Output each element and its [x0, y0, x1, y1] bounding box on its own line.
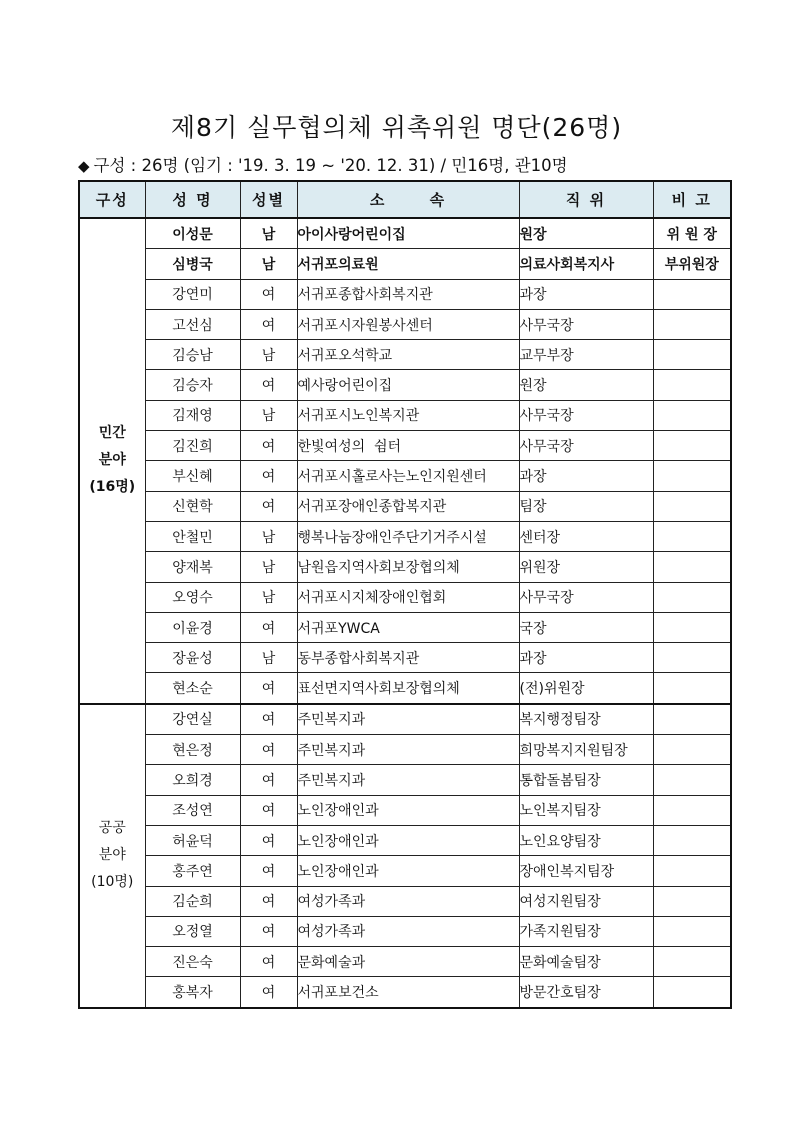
member-note — [653, 582, 731, 612]
header-position: 직 위 — [519, 181, 653, 218]
member-name: 오영수 — [145, 582, 240, 612]
page-title: 제8기 실무협의체 위촉위원 명단(26명) — [170, 113, 623, 142]
member-position: 팀장 — [519, 491, 653, 521]
member-gender: 남 — [240, 582, 297, 612]
member-gender: 여 — [240, 673, 297, 704]
member-organization: 한빛여성의 쉼터 — [297, 431, 519, 461]
member-position: 복지행정팀장 — [519, 704, 653, 735]
member-gender: 여 — [240, 735, 297, 765]
group-label-line: 분야 — [98, 452, 126, 469]
member-organization: 표선면지역사회보장협의체 — [297, 673, 519, 704]
member-position: 노인복지팀장 — [519, 795, 653, 825]
member-organization: 서귀포종합사회복지관 — [297, 279, 519, 309]
member-gender: 여 — [240, 765, 297, 795]
member-gender: 여 — [240, 947, 297, 977]
group-label-line: 공공 — [98, 820, 126, 837]
member-gender: 여 — [240, 916, 297, 946]
member-note — [653, 795, 731, 825]
member-gender: 남 — [240, 249, 297, 279]
member-organization: 서귀포의료원 — [297, 249, 519, 279]
member-note — [653, 340, 731, 370]
table-header-row — [79, 181, 731, 218]
member-organization: 문화예술과 — [297, 947, 519, 977]
member-name: 김승남 — [145, 340, 240, 370]
member-organization: 행복나눔장애인주단기거주시설 — [297, 521, 519, 551]
member-position: 노인요양팀장 — [519, 825, 653, 855]
member-organization: 여성가족과 — [297, 886, 519, 916]
member-note — [653, 552, 731, 582]
member-gender: 남 — [240, 218, 297, 249]
table-row — [79, 643, 731, 673]
table-row — [79, 552, 731, 582]
table-row — [79, 461, 731, 491]
member-note — [653, 886, 731, 916]
member-note — [653, 309, 731, 339]
table-row — [79, 704, 731, 735]
member-name: 오희경 — [145, 765, 240, 795]
member-organization: 서귀포시지체장애인협회 — [297, 582, 519, 612]
member-organization: 서귀포시홀로사는노인지원센터 — [297, 461, 519, 491]
member-organization: 동부종합사회복지관 — [297, 643, 519, 673]
group-label-line: 분야 — [98, 847, 126, 864]
member-gender: 여 — [240, 461, 297, 491]
member-position: 원장 — [519, 370, 653, 400]
member-note — [653, 977, 731, 1008]
member-position: 의료사회복지사 — [519, 249, 653, 279]
member-note — [653, 735, 731, 765]
member-note — [653, 400, 731, 430]
member-name: 신현학 — [145, 491, 240, 521]
member-note — [653, 673, 731, 704]
member-gender: 여 — [240, 886, 297, 916]
member-name: 현은정 — [145, 735, 240, 765]
member-note — [653, 521, 731, 551]
member-note: 위 원 장 — [653, 218, 731, 249]
member-position: 가족지원팀장 — [519, 916, 653, 946]
member-name: 안철민 — [145, 521, 240, 551]
member-note — [653, 916, 731, 946]
composition-summary — [78, 152, 758, 176]
table-row — [79, 218, 731, 249]
member-gender: 남 — [240, 552, 297, 582]
member-position: 희망복지지원팀장 — [519, 735, 653, 765]
table-row — [79, 370, 731, 400]
table-row — [79, 340, 731, 370]
table-row — [79, 431, 731, 461]
member-roster-table — [78, 180, 732, 1009]
member-gender: 여 — [240, 825, 297, 855]
member-gender: 남 — [240, 340, 297, 370]
member-note — [653, 612, 731, 642]
table-row — [79, 765, 731, 795]
header-name: 성 명 — [145, 181, 240, 218]
member-position: 사무국장 — [519, 309, 653, 339]
table-row — [79, 977, 731, 1008]
member-position: 국장 — [519, 612, 653, 642]
member-gender: 남 — [240, 400, 297, 430]
member-gender: 여 — [240, 279, 297, 309]
member-organization: 주민복지과 — [297, 765, 519, 795]
group-label — [79, 704, 145, 1008]
group-label-line: (16명) — [89, 479, 136, 496]
member-gender: 여 — [240, 309, 297, 339]
member-note — [653, 704, 731, 735]
group-label-line: 민간 — [98, 425, 126, 442]
table-row — [79, 916, 731, 946]
member-organization: 아이사랑어린이집 — [297, 218, 519, 249]
member-gender: 여 — [240, 612, 297, 642]
table-row — [79, 400, 731, 430]
member-position: 문화예술팀장 — [519, 947, 653, 977]
member-note — [653, 279, 731, 309]
group-label — [79, 218, 145, 704]
table-row — [79, 947, 731, 977]
table-row — [79, 612, 731, 642]
member-position: 사무국장 — [519, 400, 653, 430]
member-organization: 서귀포시노인복지관 — [297, 400, 519, 430]
member-organization: 주민복지과 — [297, 735, 519, 765]
member-note — [653, 947, 731, 977]
table-row — [79, 249, 731, 279]
table-row — [79, 309, 731, 339]
member-name: 조성연 — [145, 795, 240, 825]
member-position: 과장 — [519, 461, 653, 491]
member-position: 위원장 — [519, 552, 653, 582]
member-organization: 여성가족과 — [297, 916, 519, 946]
member-note: 부위원장 — [653, 249, 731, 279]
member-name: 양재복 — [145, 552, 240, 582]
member-name: 강연실 — [145, 704, 240, 735]
table-row — [79, 491, 731, 521]
table-row — [79, 735, 731, 765]
member-position: 사무국장 — [519, 431, 653, 461]
table-row — [79, 279, 731, 309]
member-gender: 여 — [240, 370, 297, 400]
member-organization: 서귀포보건소 — [297, 977, 519, 1008]
member-position: 교무부장 — [519, 340, 653, 370]
header-group: 구성 — [79, 181, 145, 218]
member-note — [653, 370, 731, 400]
composition-text: 구성 : 26명 (임기 : '19. 3. 19 ~ '20. 12. 31) / 민16명, 관10명 — [93, 156, 568, 175]
member-note — [653, 825, 731, 855]
member-note — [653, 643, 731, 673]
member-gender: 여 — [240, 704, 297, 735]
member-position: 센터장 — [519, 521, 653, 551]
member-name: 고선심 — [145, 309, 240, 339]
member-organization: 주민복지과 — [297, 704, 519, 735]
member-organization: 서귀포장애인종합복지관 — [297, 491, 519, 521]
member-organization: 노인장애인과 — [297, 795, 519, 825]
member-name: 허윤덕 — [145, 825, 240, 855]
member-note — [653, 856, 731, 886]
member-name: 진은숙 — [145, 947, 240, 977]
member-position: 여성지원팀장 — [519, 886, 653, 916]
member-name: 김진희 — [145, 431, 240, 461]
member-gender: 여 — [240, 431, 297, 461]
table-row — [79, 521, 731, 551]
member-organization: 노인장애인과 — [297, 856, 519, 886]
header-organization: 소 속 — [297, 181, 519, 218]
header-note: 비 고 — [653, 181, 731, 218]
member-name: 강연미 — [145, 279, 240, 309]
member-gender: 여 — [240, 795, 297, 825]
table-row — [79, 856, 731, 886]
member-organization: 서귀포YWCA — [297, 612, 519, 642]
member-name: 홍주연 — [145, 856, 240, 886]
member-name: 김순희 — [145, 886, 240, 916]
member-gender: 여 — [240, 856, 297, 886]
table-row — [79, 825, 731, 855]
group-label-line: (10명) — [91, 874, 134, 891]
member-organization: 남원읍지역사회보장협의체 — [297, 552, 519, 582]
member-name: 김재영 — [145, 400, 240, 430]
member-gender: 여 — [240, 491, 297, 521]
member-gender: 남 — [240, 643, 297, 673]
member-name: 현소순 — [145, 673, 240, 704]
member-position: 방문간호팀장 — [519, 977, 653, 1008]
member-position: 장애인복지팀장 — [519, 856, 653, 886]
table-row — [79, 886, 731, 916]
member-name: 김승자 — [145, 370, 240, 400]
member-note — [653, 431, 731, 461]
member-note — [653, 461, 731, 491]
member-note — [653, 491, 731, 521]
header-gender: 성별 — [240, 181, 297, 218]
member-gender: 남 — [240, 521, 297, 551]
member-name: 이성문 — [145, 218, 240, 249]
member-position: (전)위원장 — [519, 673, 653, 704]
member-name: 홍복자 — [145, 977, 240, 1008]
member-position: 통합돌봄팀장 — [519, 765, 653, 795]
member-organization: 서귀포오석학교 — [297, 340, 519, 370]
member-name: 이윤경 — [145, 612, 240, 642]
member-organization: 노인장애인과 — [297, 825, 519, 855]
member-note — [653, 765, 731, 795]
table-row — [79, 673, 731, 704]
member-position: 사무국장 — [519, 582, 653, 612]
member-gender: 여 — [240, 977, 297, 1008]
diamond-bullet-icon: ◆ — [78, 157, 90, 175]
member-position: 과장 — [519, 643, 653, 673]
member-name: 심병국 — [145, 249, 240, 279]
member-name: 오정열 — [145, 916, 240, 946]
member-name: 부신혜 — [145, 461, 240, 491]
table-row — [79, 795, 731, 825]
member-name: 장윤성 — [145, 643, 240, 673]
table-row — [79, 582, 731, 612]
member-position: 원장 — [519, 218, 653, 249]
member-organization: 서귀포시자원봉사센터 — [297, 309, 519, 339]
member-organization: 예사랑어린이집 — [297, 370, 519, 400]
member-position: 과장 — [519, 279, 653, 309]
